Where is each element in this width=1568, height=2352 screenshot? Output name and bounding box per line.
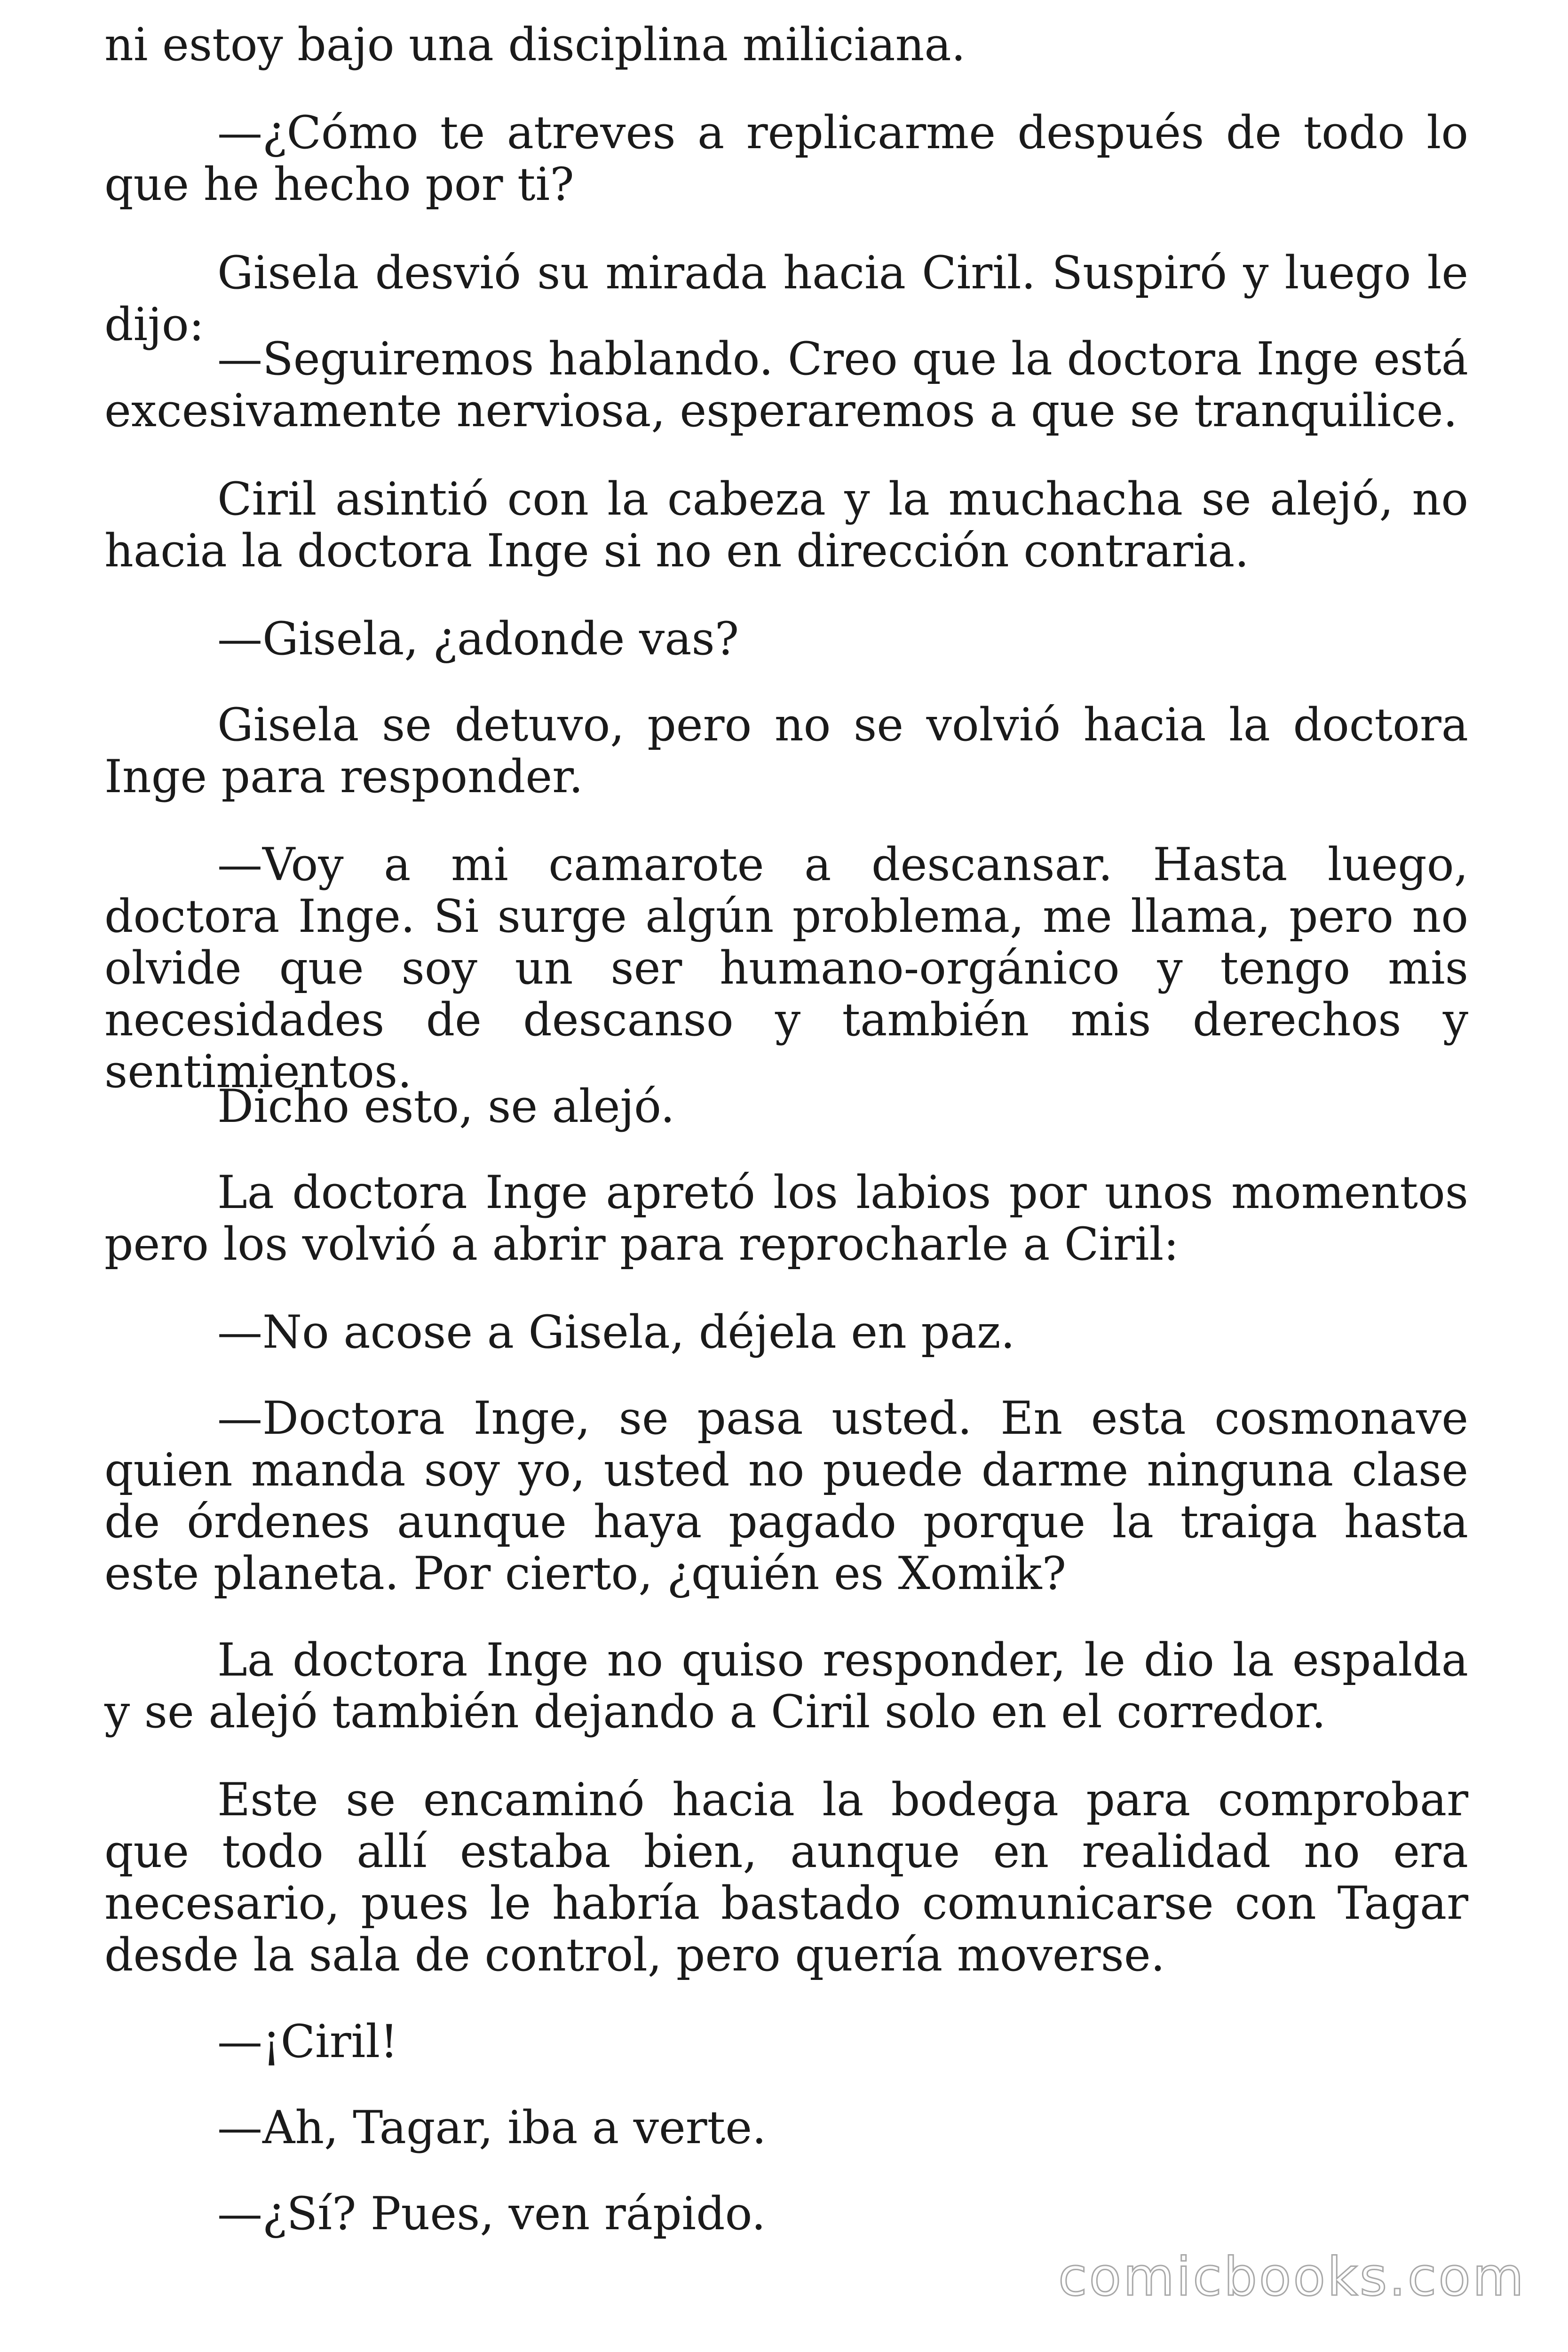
paragraph: ni estoy bajo una disciplina miliciana. [104,18,966,71]
paragraph: La doctora Inge apretó los labios por unos momentos pero los volvió a abrir para reprocharle a Ciril: [104,1166,1468,1271]
paragraph: —Seguiremos hablando. Creo que la doctora Inge está excesivamente nerviosa, esperaremos a que se tranquilice. [104,333,1468,437]
paragraph: —¿Cómo te atreves a replicarme después de todo lo que he hecho por ti? [104,106,1468,211]
paragraph: —Doctora Inge, se pasa usted. En esta cosmonave quien manda soy yo, usted no puede darme ninguna clase de órdenes aunque haya pagado porque la traiga hasta este planeta. Por cierto, ¿quién es Xomik? [104,1392,1468,1600]
paragraph: —Voy a mi camarote a descansar. Hasta luego, doctora Inge. Si surge algún problema, me llama, pero no olvide que soy un ser humano-orgánico y tengo mis necesidades de descanso y también mis derechos y sentimientos. [104,838,1468,1098]
paragraph: Gisela desvió su mirada hacia Ciril. Suspiró y luego le dijo: [104,246,1468,351]
paragraph: Este se encaminó hacia la bodega para comprobar que todo allí estaba bien, aunque en realidad no era necesario, pues le habría bastado comunicarse con Tagar desde la sala de control, pero quería moverse. [104,1773,1468,1981]
book-page [104,0,1468,2352]
paragraph: —Ah, Tagar, iba a verte. [217,2101,767,2154]
paragraph: —No acose a Gisela, déjela en paz. [217,1306,1015,1359]
paragraph: Dicho esto, se alejó. [217,1080,675,1133]
paragraph: —¡Ciril! [217,2015,398,2068]
paragraph: Ciril asintió con la cabeza y la muchacha se alejó, no hacia la doctora Inge si no en dirección contraria. [104,473,1468,577]
paragraph: Gisela se detuvo, pero no se volvió hacia la doctora Inge para responder. [104,699,1468,803]
paragraph: La doctora Inge no quiso responder, le dio la espalda y se alejó también dejando a Ciril solo en el corredor. [104,1634,1468,1738]
paragraph: —¿Sí? Pues, ven rápido. [217,2187,766,2240]
paragraph: —Gisela, ¿adonde vas? [217,612,739,665]
watermark-logo: comicbooks.com [1058,2247,1526,2308]
